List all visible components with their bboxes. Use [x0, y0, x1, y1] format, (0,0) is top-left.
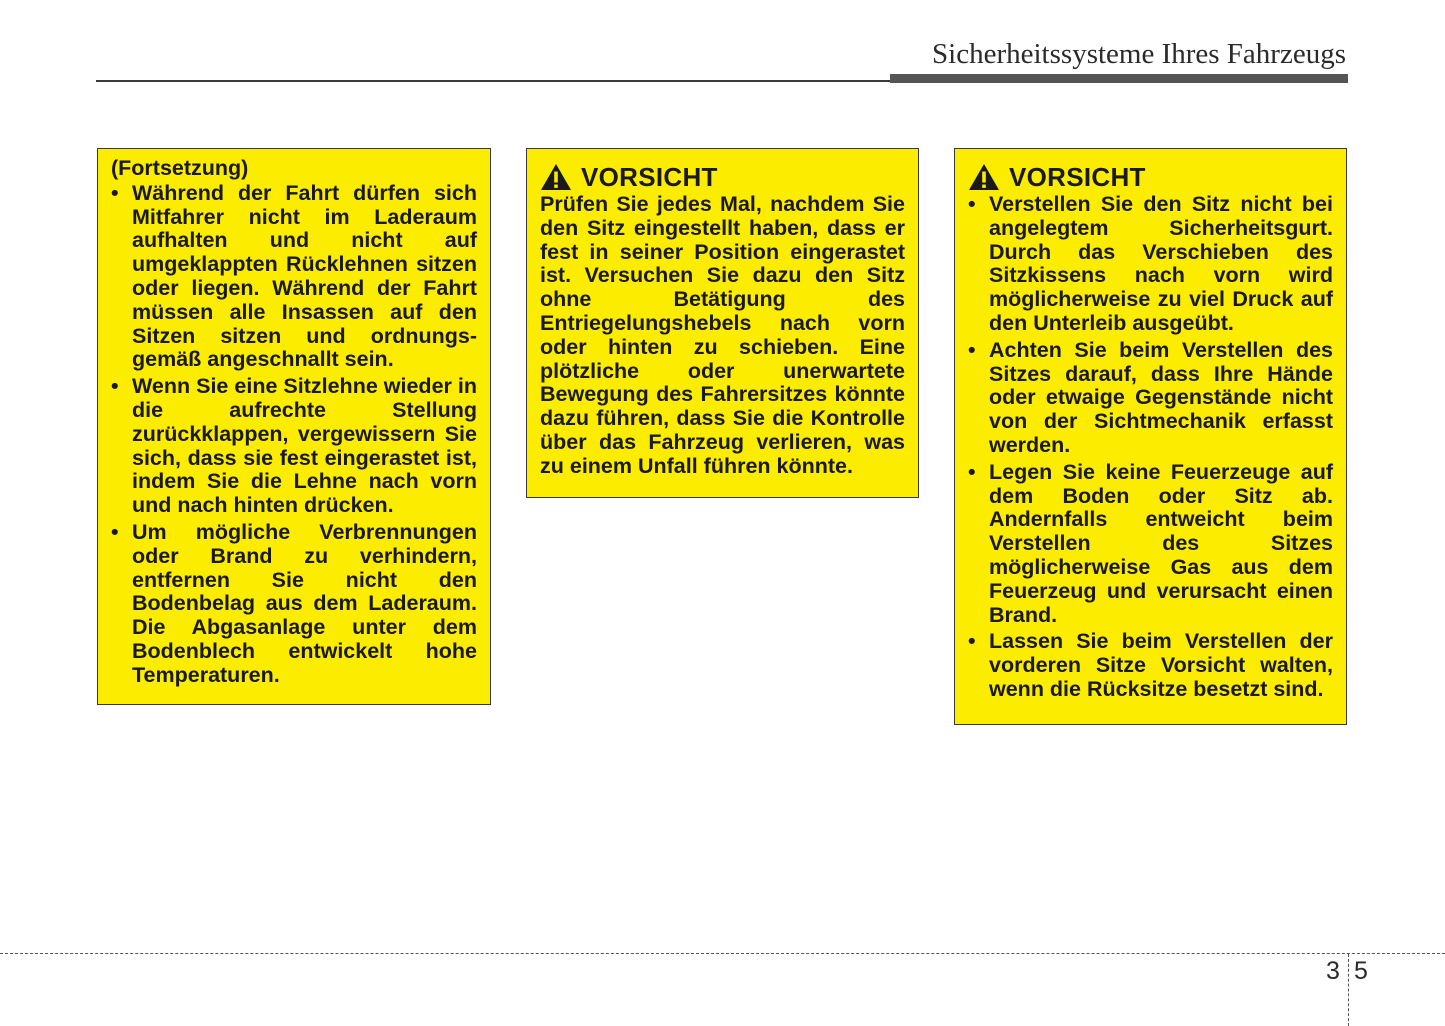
continuation-box	[97, 148, 491, 705]
header-rule	[96, 80, 896, 82]
list-item-text: Legen Sie keine Feuerzeuge auf dem Boden oder Sitz ab. Andernfalls entweicht beim Verstellen des Sitzes möglicherweise Gas aus dem Feuerzeug und verursacht einen Brand.	[989, 459, 1333, 627]
page-header-title: Sicherheitssysteme Ihres Fahrzeugs	[932, 38, 1346, 70]
list-item-text: Lassen Sie beim Verstellen der vorderen Sitze Vorsicht walten, wenn die Rücksitze besetzt sind.	[989, 629, 1333, 701]
list-item-text: Verstellen Sie den Sitz nicht bei angelegtem Sicherheitsgurt. Durch das Verschieben des Sitzkissens nach vorn wird möglicherweise zu viel Druck auf den Unterleib ausgeübt.	[989, 192, 1333, 335]
caution-heading	[540, 162, 905, 192]
bullet-icon: •	[968, 459, 976, 484]
warning-triangle-icon	[968, 163, 1000, 191]
chapter-number: 3	[1326, 957, 1340, 985]
bullet-icon: •	[968, 192, 976, 216]
list-item	[968, 461, 1333, 628]
header-accent-bar	[890, 74, 1348, 83]
bullet-icon: •	[111, 519, 119, 544]
list-item-text: Um mögliche Verbrennungen oder Brand zu verhindern, entfernen Sie nicht den Bodenbelag aus dem Laderaum. Die Abgasanlage unter dem Bodenblech entwickelt hohe Temperaturen.	[132, 519, 477, 687]
bullet-icon: •	[968, 337, 976, 362]
list-item	[111, 521, 477, 688]
page-number-divider	[1348, 954, 1349, 1026]
continuation-label: (Fortsetzung)	[111, 156, 249, 180]
warning-triangle-icon	[540, 163, 572, 191]
caution-box-seat-lock	[526, 148, 919, 498]
bullet-icon: •	[111, 374, 119, 399]
caution-list	[968, 193, 1333, 702]
caution-heading	[968, 162, 1333, 192]
list-item	[111, 182, 477, 372]
caution-label: VORSICHT	[581, 162, 718, 192]
list-item-text: Achten Sie beim Verstellen des Sitzes darauf, dass Ihre Hände oder etwaige Gegenstände nicht von der Sichtmechanik erfasst werden.	[989, 337, 1333, 457]
list-item	[968, 193, 1333, 336]
caution-text: Prüfen Sie jedes Mal, nachdem Sie den Sitz eingestellt haben, dass er fest in seiner Position eingerastet ist. Versuchen Sie dazu den Sitz ohne Betätigung des Entriegelungshebels nach vorn oder hinten zu schieben. Eine plötzliche oder unerwartete Bewegung des Fahrersitzes könnte dazu führen, dass Sie die Kontrolle über das Fahrzeug verlieren, was zu einem Unfall führen könnte.	[540, 192, 905, 478]
continuation-list	[111, 182, 477, 688]
bullet-icon: •	[111, 180, 119, 205]
list-item	[111, 375, 477, 518]
list-item	[968, 339, 1333, 458]
bullet-icon: •	[968, 629, 976, 654]
caution-label: VORSICHT	[1009, 162, 1146, 192]
list-item-text: Während der Fahrt dürfen sich Mitfahrer nicht im Laderaum aufhalten und nicht auf umgeklappten Rücklehnen sitzen oder liegen. Während der Fahrt müssen alle Insassen auf den Sitzen sitzen und ordnungs-gemäß angeschnallt sein.	[132, 180, 477, 372]
list-item-text: Wenn Sie eine Sitzlehne wieder in die aufrechte Stellung zurückklappen, vergewissern Sie sich, dass sie fest eingerastet ist, indem Sie die Lehne nach vorn und nach hinten drücken.	[132, 374, 477, 518]
caution-box-seat-adjust	[954, 148, 1347, 725]
footer-divider	[0, 953, 1445, 954]
page-number: 5	[1354, 957, 1368, 985]
list-item	[968, 630, 1333, 701]
